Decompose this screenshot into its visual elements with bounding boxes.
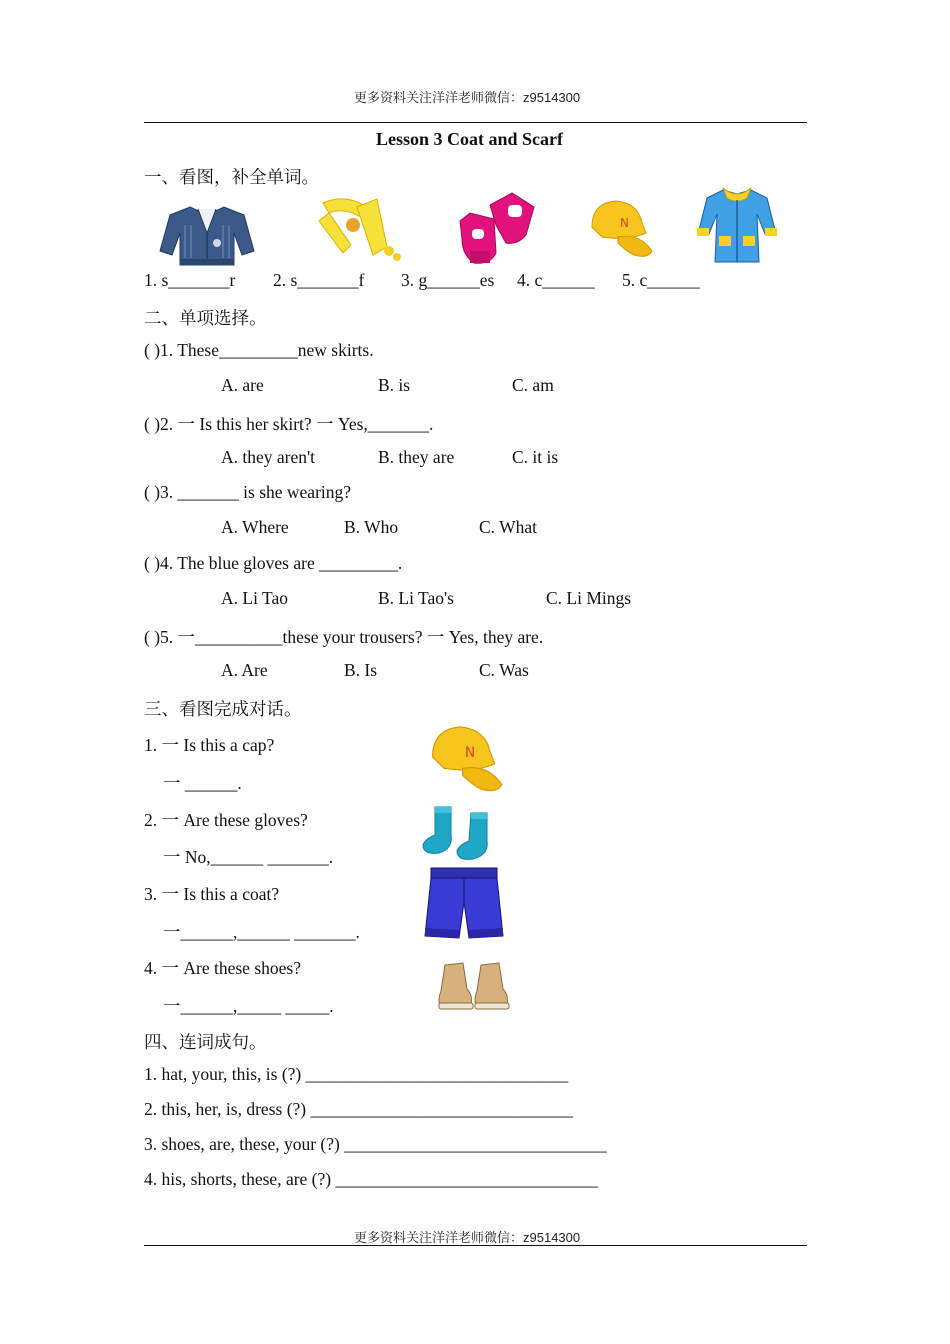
section4-heading: 四、连词成句。	[144, 1033, 267, 1053]
shoes-image	[437, 961, 513, 1011]
page-footer: 更多资料关注洋洋老师微信：z9514300	[354, 1230, 581, 1245]
shorts-image	[423, 866, 505, 940]
question-3-option-b: B. Who	[344, 517, 399, 537]
lesson-title: Lesson 3 Coat and Scarf	[376, 129, 564, 149]
cap-image	[588, 197, 654, 259]
word-item-5: 5. c______	[622, 270, 700, 290]
question-5-stem: ( )5. 一__________these your trousers? 一 Yes, they are.	[144, 627, 544, 647]
dialog-1-question: 1. 一 Is this a cap?	[144, 735, 275, 755]
question-2-stem: ( )2. 一 Is this her skirt? 一 Yes,_______.	[144, 414, 434, 434]
question-2-option-b: B. they are	[378, 447, 455, 467]
question-1-option-a: A. are	[221, 375, 264, 395]
question-4-option-b: B. Li Tao's	[378, 588, 454, 608]
dialog-2-question: 2. 一 Are these gloves?	[144, 810, 308, 830]
question-1-stem: ( )1. These_________new skirts.	[144, 340, 374, 360]
question-1-option-c: C. am	[512, 375, 554, 395]
svg-text:N: N	[464, 744, 476, 761]
word-item-2: 2. s_______f	[273, 270, 365, 290]
section2-heading: 二、单项选择。	[144, 309, 267, 329]
coat-image	[695, 184, 779, 264]
page-header: 更多资料关注洋洋老师微信：z9514300	[354, 90, 581, 105]
word-item-4: 4. c______	[517, 270, 595, 290]
word-item-1: 1. s_______r	[144, 270, 236, 290]
sentence-item-1: 1. hat, your, this, is (?) ______________________________	[144, 1064, 569, 1084]
socks-image	[421, 805, 495, 863]
question-3-option-a: A. Where	[221, 517, 289, 537]
question-1-option-b: B. is	[378, 375, 411, 395]
question-2-option-a: A. they aren't	[221, 447, 316, 467]
footer-rule	[144, 1245, 807, 1246]
header-rule	[144, 122, 807, 123]
question-2-option-c: C. it is	[512, 447, 559, 467]
question-3-stem: ( )3. _______ is she wearing?	[144, 482, 352, 502]
svg-text:N: N	[620, 216, 629, 230]
dialog-4-answer: 一______,_____ _____.	[163, 996, 334, 1016]
sentence-item-2: 2. this, her, is, dress (?) ______________________________	[144, 1099, 573, 1119]
word-item-3: 3. g______es	[401, 270, 495, 290]
cap-image-dialog	[428, 722, 504, 794]
sweater-image	[160, 203, 255, 267]
question-4-option-c: C. Li Mings	[546, 588, 632, 608]
dialog-2-answer: 一 No,______ _______.	[163, 847, 334, 867]
section1-heading: 一、看图，补全单词。	[144, 168, 319, 188]
question-5-option-c: C. Was	[479, 660, 529, 680]
dialog-3-question: 3. 一 Is this a coat?	[144, 884, 280, 904]
sentence-item-4: 4. his, shorts, these, are (?) ______________________________	[144, 1169, 598, 1189]
question-4-option-a: A. Li Tao	[221, 588, 288, 608]
section3-heading: 三、看图完成对话。	[144, 700, 302, 720]
dialog-3-answer: 一______,______ _______.	[163, 922, 360, 942]
gloves-image	[456, 191, 536, 267]
dialog-4-question: 4. 一 Are these shoes?	[144, 958, 301, 978]
question-3-option-c: C. What	[479, 517, 538, 537]
dialog-1-answer: 一 ______.	[163, 773, 242, 793]
scarf-image	[315, 193, 405, 265]
question-4-stem: ( )4. The blue gloves are _________.	[144, 553, 403, 573]
sentence-item-3: 3. shoes, are, these, your (?) ______________________________	[144, 1134, 607, 1154]
question-5-option-b: B. Is	[344, 660, 378, 680]
question-5-option-a: A. Are	[221, 660, 268, 680]
